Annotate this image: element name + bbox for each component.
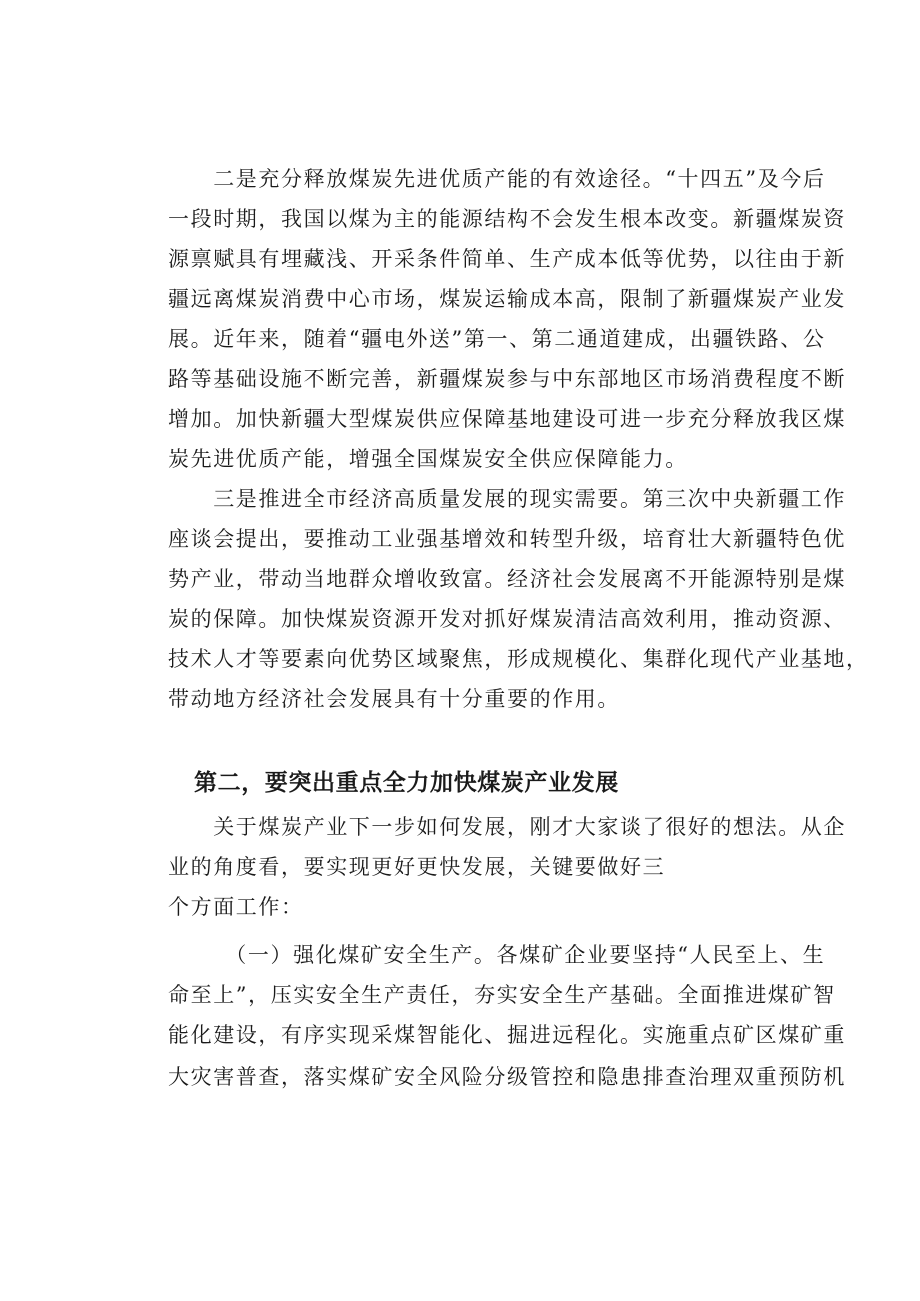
paragraph-line: 二是充分释放煤炭先进优质产能的有效途径。“十四五”及今后	[168, 167, 826, 191]
paragraph-line: 座谈会提出，要推动工业强基增效和转型升级，培育壮大新疆特色优	[168, 527, 846, 551]
paragraph-line: 势产业，带动当地群众增收致富。经济社会发展离不开能源特别是煤	[168, 567, 846, 591]
paragraph-line: 一段时期，我国以煤为主的能源结构不会发生根本改变。新疆煤炭资	[168, 207, 846, 231]
paragraph-line: 带动地方经济社会发展具有十分重要的作用。	[168, 687, 620, 711]
paragraph-line: 大灾害普查，落实煤矿安全风险分级管控和隐患排查治理双重预防机	[168, 1065, 846, 1089]
paragraph-line: 能化建设，有序实现采煤智能化、掘进远程化。实施重点矿区煤矿重	[168, 1023, 846, 1047]
paragraph-line: （一）强化煤矿安全生产。各煤矿企业要坚持“人民至上、生	[168, 943, 826, 967]
paragraph-line: 炭的保障。加快煤炭资源开发对抓好煤炭清洁高效利用，推动资源、	[168, 607, 846, 631]
paragraph-line: 展。近年来，随着“疆电外送”第一、第二通道建成，出疆铁路、公	[168, 327, 826, 351]
paragraph-line: 技术人才等要素向优势区域聚焦，形成规模化、集群化现代产业基地，	[168, 647, 869, 671]
section-heading: 第二，要突出重点全力加快煤炭产业发展	[194, 770, 619, 796]
paragraph-line: 三是推进全市经济高质量发展的现实需要。第三次中央新疆工作	[168, 487, 846, 511]
paragraph-line: 关于煤炭产业下一步如何发展，刚才大家谈了很好的想法。从企	[168, 815, 846, 839]
paragraph-line: 炭先进优质产能，增强全国煤炭安全供应保障能力。	[168, 447, 688, 471]
paragraph-line: 个方面工作：	[168, 895, 304, 919]
paragraph-line: 业的角度看，要实现更好更快发展，关键要做好三	[168, 855, 666, 879]
paragraph-line: 路等基础设施不断完善，新疆煤炭参与中东部地区市场消费程度不断	[168, 367, 846, 391]
paragraph-line: 疆远离煤炭消费中心市场，煤炭运输成本高，限制了新疆煤炭产业发	[168, 287, 846, 311]
paragraph-line: 命至上”，压实安全生产责任，夯实安全生产基础。全面推进煤矿智	[168, 983, 836, 1007]
paragraph-line: 增加。加快新疆大型煤炭供应保障基地建设可进一步充分释放我区煤	[168, 407, 846, 431]
paragraph-line: 源禀赋具有埋藏浅、开采条件简单、生产成本低等优势，以往由于新	[168, 247, 846, 271]
